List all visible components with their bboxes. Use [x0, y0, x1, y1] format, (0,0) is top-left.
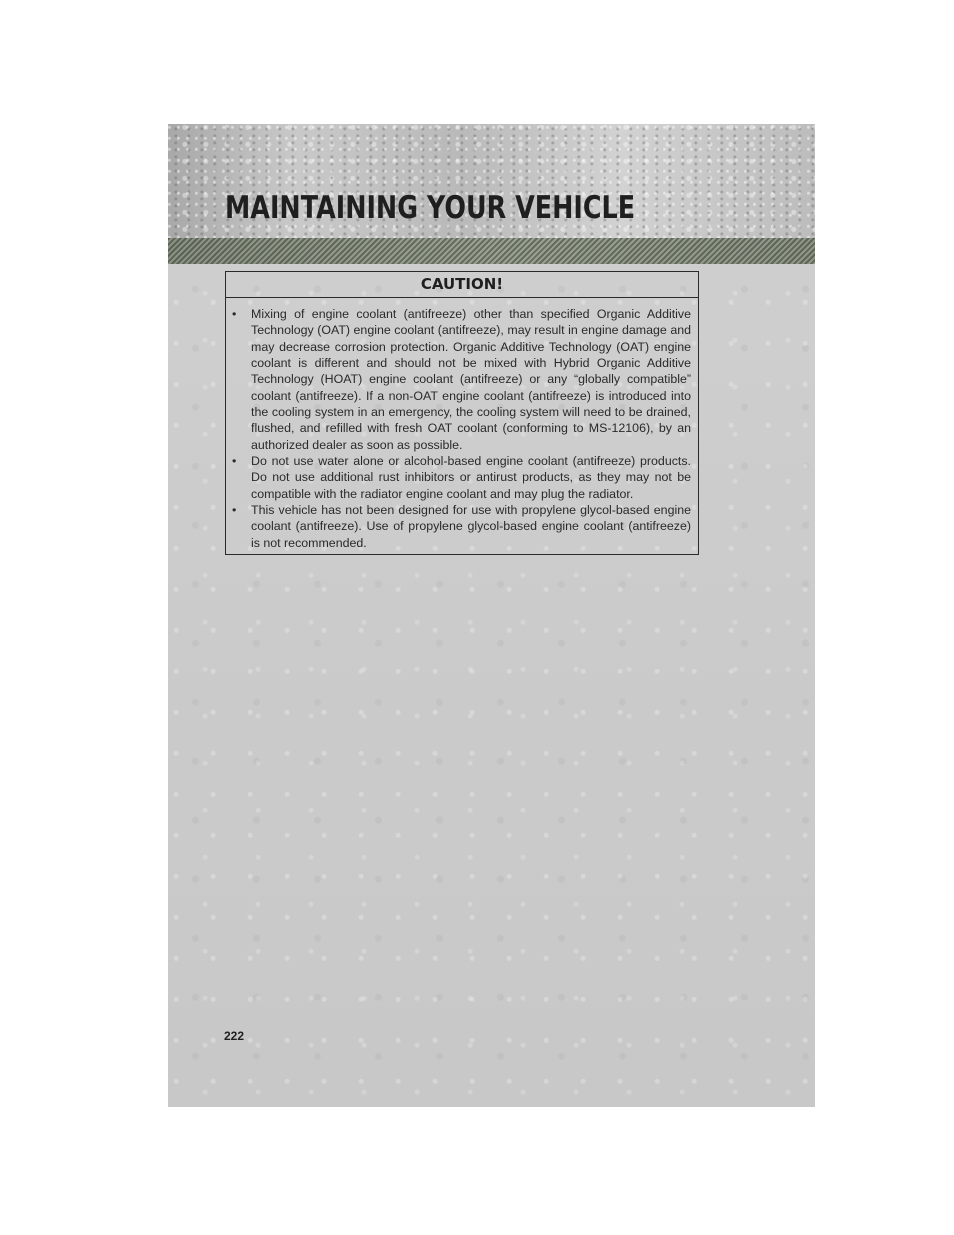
page-title: MAINTAINING YOUR VEHICLE	[225, 190, 636, 226]
caution-item	[226, 502, 691, 551]
manual-page	[168, 124, 815, 1107]
caution-item-text: Mixing of engine coolant (antifreeze) other than specified Organic Additive Technology (OAT) engine coolant (antifreeze), may result in engine damage and may decrease corrosion protection. Organic Additive Technology (OAT) engine coolant is different and should not be mixed with Hybrid Organic Additive Technology (HOAT) engine coolant (antifreeze) or any “globally compatible” coolant (antifreeze). If a non-OAT engine coolant (antifreeze) is introduced into the cooling system in an emergency, the cooling system will need to be drained, flushed, and refilled with fresh OAT coolant (conforming to MS-12106), by an authorized dealer as soon as possible.	[251, 307, 691, 452]
caution-item	[226, 453, 691, 502]
header-stripe	[168, 238, 815, 264]
caution-item	[226, 306, 691, 453]
bullet-icon: •	[232, 307, 237, 321]
bullet-icon: •	[232, 454, 237, 469]
page-number: 222	[224, 1029, 245, 1043]
caution-item-text: Do not use water alone or alcohol-based engine coolant (antifreeze) products. Do not use additional rust inhibitors or antirust products, as they may not be compatible with the radiator engine coolant and may plug the radiator.	[251, 454, 691, 501]
caution-item-text: This vehicle has not been designed for use with propylene glycol-based engine coolant (antifreeze). Use of propylene glycol-based engine coolant (antifreeze) is not recommended.	[251, 503, 691, 550]
caution-heading: CAUTION!	[226, 272, 698, 298]
caution-box	[225, 271, 699, 555]
bullet-icon: •	[232, 503, 237, 518]
caution-list	[226, 298, 698, 551]
header-banner	[168, 124, 815, 238]
